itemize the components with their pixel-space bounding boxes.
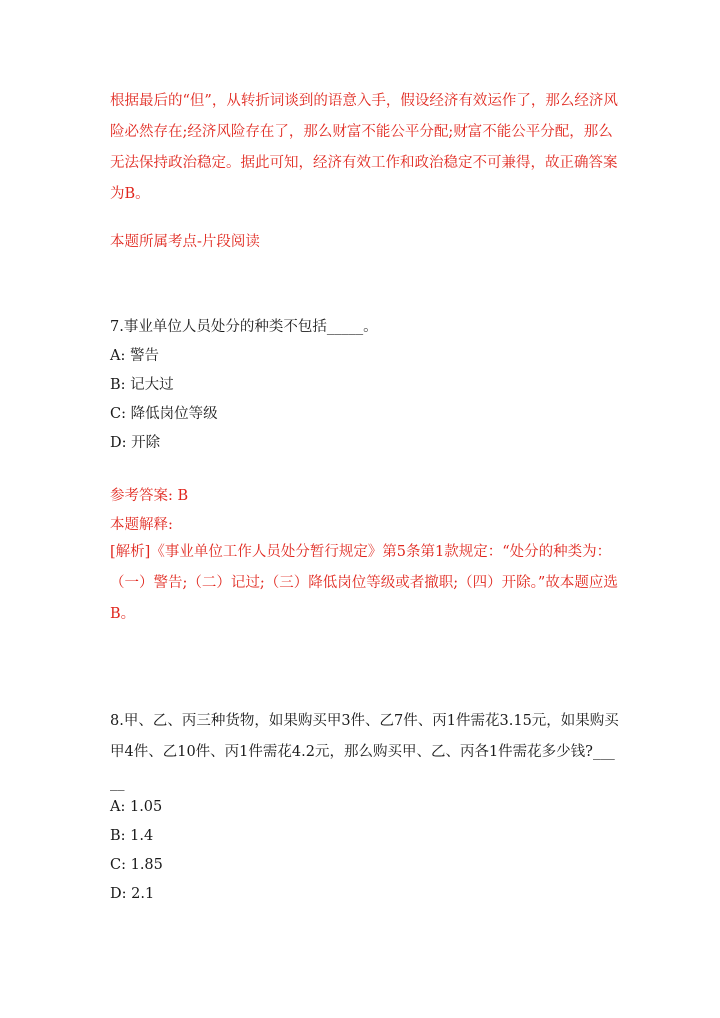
question-7 [110, 313, 620, 458]
question-7-explanation-label: 本题解释: [110, 517, 173, 533]
question-7-option-d: D: 开除 [110, 435, 161, 451]
previous-explanation [110, 86, 620, 210]
question-8-option-b: B: 1.4 [110, 828, 154, 844]
question-7-stem: 7.事业单位人员处分的种类不包括_____。 [110, 319, 378, 335]
question-8-option-c: C: 1.85 [110, 857, 163, 873]
question-7-option-b: B: 记大过 [110, 377, 174, 393]
question-8-option-a: A: 1.05 [110, 799, 163, 815]
question-8 [110, 706, 620, 799]
question-8-option-d: D: 2.1 [110, 886, 155, 902]
previous-topic [110, 228, 620, 257]
question-7-answer-block [110, 482, 620, 540]
topic-label: 本题所属考点-片段阅读 [110, 234, 260, 250]
question-7-option-a: A: 警告 [110, 348, 159, 364]
question-7-explanation-text: [解析]《事业单位工作人员处分暂行规定》第5条第1款规定：“处分的种类为：（一）警告;（二）记过;（三）降低岗位等级或者撤职;（四）开除。”故本题应选B。 [110, 544, 618, 622]
question-8-options [110, 793, 620, 909]
previous-explanation-text: 根据最后的“但”，从转折词谈到的语意入手，假设经济有效运作了，那么经济风险必然存在;经济风险存在了，那么财富不能公平分配;财富不能公平分配，那么无法保持政治稳定。据此可知，经济有效工作和政治稳定不可兼得，故正确答案为B。 [110, 93, 618, 202]
question-7-option-c: C: 降低岗位等级 [110, 406, 218, 422]
question-7-explanation [110, 537, 620, 630]
question-7-answer: 参考答案: B [110, 488, 189, 504]
question-8-stem: 8.甲、乙、丙三种货物，如果购买甲3件、乙7件、丙1件需花3.15元，如果购买甲4件、乙10件、丙1件需花4.2元，那么购买甲、乙、丙各1件需花多少钱?_____ [110, 713, 619, 791]
